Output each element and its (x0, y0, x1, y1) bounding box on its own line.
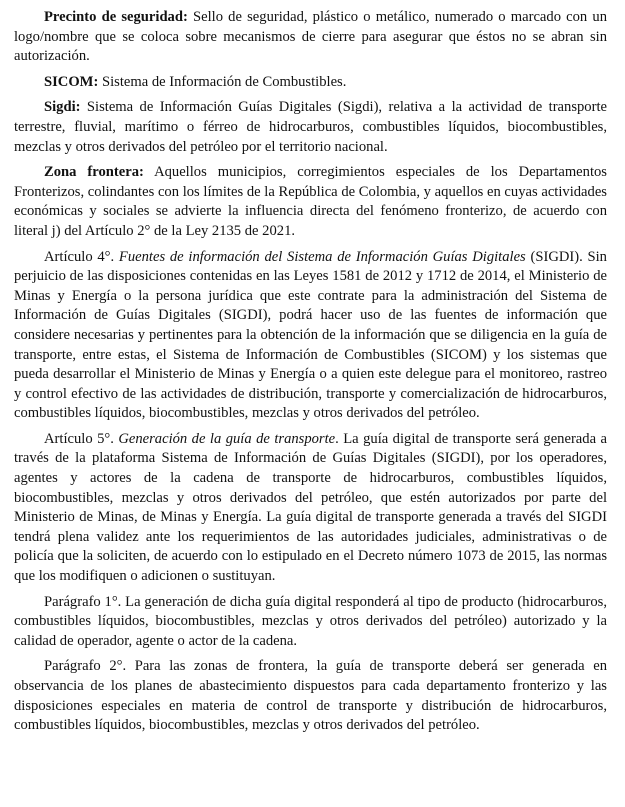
paragraph-label: Parágrafo 2°. (44, 658, 127, 675)
definition-text: Sistema de Información Guías Digitales (Sigdi), relativa a la actividad de transporte terrestre, fluvial, marítimo o férreo de hidrocarburos, combustibles líquidos, biocombustibles, mezclas y otros derivados del petróleo por el territorio nacional. (14, 99, 607, 155)
definition-sicom (14, 73, 607, 93)
definition-text: Aquellos municipios, corregimientos especiales de los Departamentos Fronterizos, colindantes con los límites de la República de Colombia, y aquellos en cuyas actividades económicas y sociales se advierte la influencia directa del fenómeno fronterizo, de acuerdo con literal j) del Artículo 2° de la Ley 2135 de 2021. (14, 164, 607, 239)
paragraph-1 (14, 593, 607, 652)
definition-term: SICOM: (44, 73, 99, 90)
definition-precinto (14, 8, 607, 67)
definition-term: Sigdi: (44, 99, 81, 116)
article-5 (14, 430, 607, 587)
article-text: (SIGDI). Sin perjuicio de las disposiciones contenidas en las Leyes 1581 de 2012 y 1712 de 2014, el Ministerio de Minas y Energía o la persona jurídica que este contrate para la administración del Sistema de Información de Guías Digitales (SIGDI), podrá hacer uso de las fuentes de información que considere necesarias y pertinentes para la obtención de la información que se diligencia en la guía de transporte, entre estas, el Sistema de Información de Combustibles (SICOM) y los sistemas que pueda desarrollar el Ministerio de Minas y Energía o a quien este delegue para el monitoreo, rastreo y control efectivo de las actividades de distribución, transporte y comercialización de hidrocarburos, combustibles líquidos, biocombustibles, mezclas y otros derivados del petróleo. (14, 248, 607, 422)
article-label: Artículo 5°. (44, 430, 114, 447)
definition-text: Sistema de Información de Combustibles. (98, 73, 347, 90)
article-text: . La guía digital de transporte será generada a través de la plataforma Sistema de Información de Guías Digitales (SIGDI), por los operadores, agentes y actores de la cadena de transporte de hidrocarburos, combustibles líquidos, biocombustibles, mezclas y otros derivados del petróleo, que estén autorizados por parte del Ministerio de Minas, de Minas y Energía. La guía digital de transporte generada a través del SIGDI tendrá plena validez ante los requerimientos de las autoridades judiciales, administrativas o de policía que la soliciten, de acuerdo con lo estipulado en el Decreto número 1073 de 2015, las normas que los modifiquen o adicionen o sustituyan. (14, 430, 607, 585)
definition-text: Sello de seguridad, plástico o metálico, numerado o marcado con un logo/nombre que se coloca sobre mecanismos de cierre para asegurar que éstos no se abran sin autorización. (14, 9, 607, 65)
paragraph-label: Parágrafo 1°. (44, 593, 122, 610)
article-label: Artículo 4°. (44, 248, 115, 265)
article-title: Generación de la guía de transporte (118, 430, 336, 447)
definition-term: Precinto de seguridad: (44, 9, 188, 25)
definition-zona-frontera (14, 163, 607, 241)
definition-term: Zona frontera: (44, 164, 144, 181)
article-title: Fuentes de información del Sistema de Información Guías Digitales (118, 248, 526, 265)
paragraph-text: La generación de dicha guía digital responderá al tipo de producto (hidrocarburos, combustibles líquidos, biocombustibles, mezclas y otros derivados del petróleo) autorizado y la calidad de operador, agente o actor de la cadena. (14, 593, 607, 649)
article-4 (14, 248, 607, 424)
definition-sigdi (14, 98, 607, 157)
paragraph-2 (14, 657, 607, 735)
paragraph-text: Para las zonas de frontera, la guía de transporte deberá ser generada en observancia de los planes de abastecimiento dispuestos para cada departamento fronterizo y las disposiciones especiales en materia de control de transporte y distribución de hidrocarburos, combustibles líquidos, biocombustibles, mezclas y otros derivados del petróleo. (14, 658, 607, 734)
